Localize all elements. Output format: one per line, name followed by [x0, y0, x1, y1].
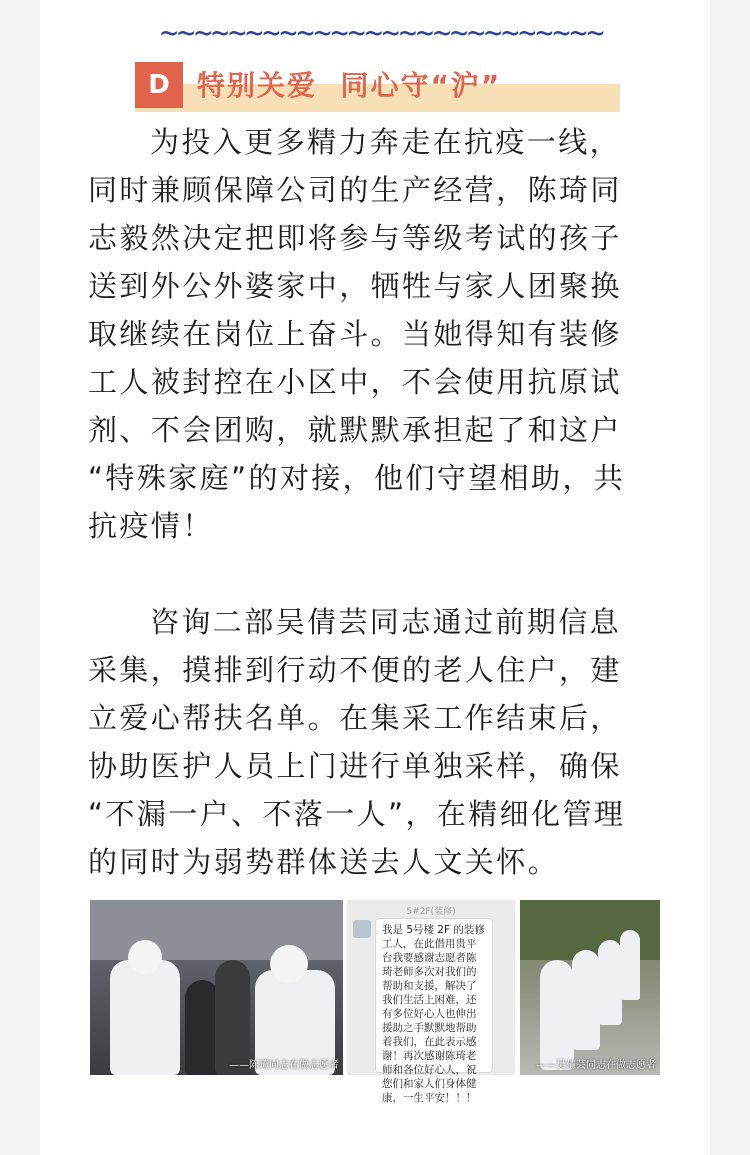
- chat-header: 5#2F(装修): [406, 907, 456, 917]
- volunteer-figure: [598, 940, 622, 1025]
- avatar: [353, 920, 371, 938]
- section-header: [135, 62, 620, 112]
- paragraph-line: 工人被封控在小区中，不会使用抗原试: [88, 365, 622, 399]
- paragraph-line: 送到外公外婆家中，牺牲与家人团聚换: [88, 269, 622, 303]
- volunteer-figure: [620, 930, 640, 1000]
- wave-divider: ~~~~~~~~~~~~~~~~~~~~~~~~~~: [160, 16, 604, 51]
- section-title: 特别关爱 同心守“沪”: [197, 69, 502, 102]
- paragraph-2: [88, 598, 668, 886]
- paragraph-line: 立爱心帮扶名单。在集采工作结束后，: [88, 701, 622, 735]
- section-letter-badge: D: [135, 62, 183, 108]
- photo-caption-left: ——陈琦同志在做志愿者: [229, 1060, 339, 1071]
- chat-message-bubble: 我是 5号楼 2F 的装修工人，在此借用贵平台我要感谢志愿者陈琦老师多次对我们的帮助和支援，解决了我们生活上困难，还有多位好心人也伸出援助之手默默地帮助着我们，在此表示感谢！再次感谢陈琦老师和各位好心人，祝您们和家人们身体健康，一生平安！！！: [375, 918, 493, 1073]
- paragraph-line: 的同时为弱势群体送去人文关怀。: [88, 845, 560, 879]
- volunteer-photo-left: [90, 900, 343, 1075]
- volunteer-head: [270, 945, 308, 983]
- volunteer-figure: [540, 960, 574, 1070]
- volunteer-figure: [572, 950, 600, 1050]
- paragraph-line: 取继续在岗位上奋斗。当她得知有装修: [88, 317, 622, 351]
- paragraph-1: [88, 118, 668, 550]
- chat-screenshot: [347, 900, 515, 1104]
- paragraph-line: 志毅然决定把即将参与等级考试的孩子: [88, 221, 622, 255]
- paragraph-line: 协助医护人员上门进行单独采样，确保: [88, 749, 622, 783]
- paragraph-line: 咨询二部吴倩芸同志通过前期信息: [150, 605, 622, 639]
- volunteer-head: [128, 940, 162, 974]
- paragraph-line: 为投入更多精力奔走在抗疫一线，: [150, 125, 622, 159]
- volunteer-figure: [110, 960, 180, 1075]
- volunteer-photo-right: [520, 900, 660, 1075]
- paragraph-line: 抗疫情！: [88, 509, 214, 543]
- paragraph-line: 采集，摸排到行动不便的老人住户，建: [88, 653, 622, 687]
- paragraph-line: 同时兼顾保障公司的生产经营，陈琦同: [88, 173, 622, 207]
- paragraph-line: “特殊家庭”的对接，他们守望相助，共: [88, 461, 626, 495]
- photo-caption-right: ——吴倩芸同志在做志愿者: [536, 1060, 656, 1071]
- paragraph-line: “不漏一户、不落一人”，在精细化管理: [88, 797, 626, 831]
- paragraph-line: 剂、不会团购，就默默承担起了和这户: [88, 413, 622, 447]
